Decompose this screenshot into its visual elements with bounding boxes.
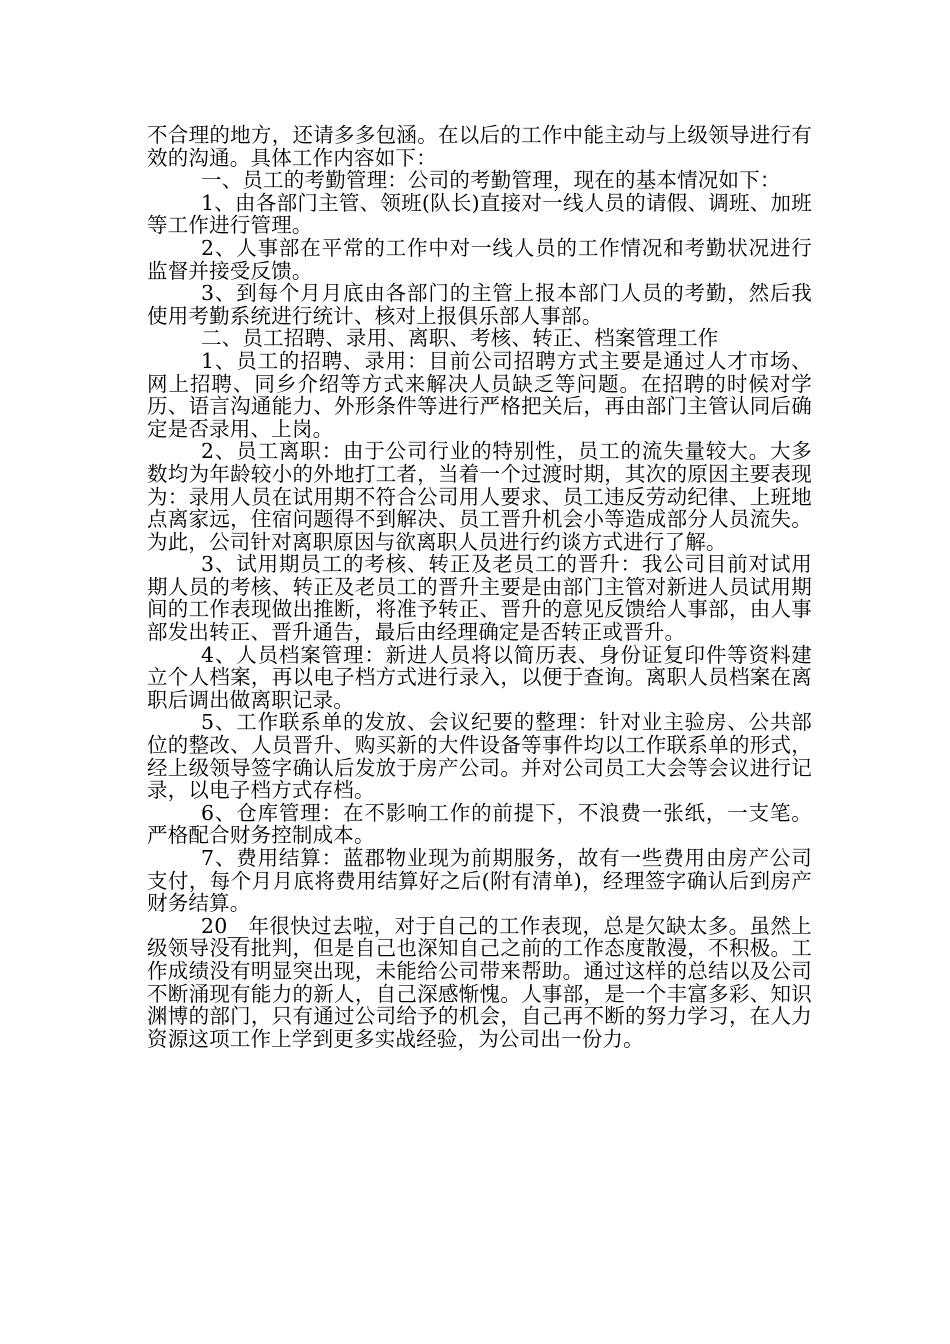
document-body xyxy=(147,124,812,1050)
section-heading-recruitment: 二、员工招聘、录用、离职、考核、转正、档案管理工作 xyxy=(201,326,719,351)
paragraph-warehouse: 6、仓库管理：在不影响工作的前提下，不浪费一张纸，一支笔。严格配合财务控制成本。 xyxy=(147,800,812,848)
paragraph-resignation: 2、员工离职：由于公司行业的特别性，员工的流失量较大。大多数均为年龄较小的外地打工者，当着一个过渡时期，其次的原因主要表现为：录用人员在试用期不符合公司用人要求、员工违反劳动纪律、上班地点离家远，住宿问题得不到解决、员工晋升机会小等造成部分人员流失。为此，公司针对离职原因与欲离职人员进行约谈方式进行了解。 xyxy=(147,439,812,554)
paragraph-recruitment: 1、员工的招聘、录用：目前公司招聘方式主要是通过人才市场、网上招聘、同乡介绍等方式来解决人员缺乏等问题。在招聘的时候对学历、语言沟通能力、外形条件等进行严格把关后，再由部门主管认同后确定是否录用、上岗。 xyxy=(147,348,812,441)
paragraph-expenses: 7、费用结算：蓝郡物业现为前期服务，故有一些费用由房产公司支付，每个月月底将费用结算好之后(附有清单)，经理签字确认后到房产财务结算。 xyxy=(147,846,812,916)
paragraph-contact-sheets: 5、工作联系单的发放、会议纪要的整理：针对业主验房、公共部位的整改、人员晋升、购买新的大件设备等事件均以工作联系单的形式，经上级领导签字确认后发放于房产公司。并对公司员工大会等会议进行记录，以电子档方式存档。 xyxy=(147,710,812,803)
paragraph-probation: 3、试用期员工的考核、转正及老员工的晋升：我公司目前对试用期人员的考核、转正及老员工的晋升主要是由部门主管对新进人员试用期间的工作表现做出推断，将准予转正、晋升的意见反馈给人事部，由人事部发出转正、晋升通告，最后由经理确定是否转正或晋升。 xyxy=(147,552,812,645)
section-heading-attendance: 一、员工的考勤管理：公司的考勤管理，现在的基本情况如下： xyxy=(201,168,781,193)
paragraph-attendance-2: 2、人事部在平常的工作中对一线人员的工作情况和考勤状况进行监督并接受反馈。 xyxy=(147,235,812,283)
paragraph-attendance-3: 3、到每个月月底由各部门的主管上报本部门人员的考勤，然后我使用考勤系统进行统计、核对上报俱乐部人事部。 xyxy=(147,281,812,328)
paragraph-archives: 4、人员档案管理：新进人员将以简历表、身份证复印件等资料建立个人档案，再以电子档方式进行录入，以便于查询。离职人员档案在离职后调出做离职记录。 xyxy=(147,642,812,712)
paragraph-continuation: 不合理的地方，还请多多包涵。在以后的工作中能主动与上级领导进行有效的沟通。具体工作内容如下： xyxy=(147,123,812,170)
paragraph-attendance-1: 1、由各部门主管、领班(队长)直接对一线人员的请假、调班、加班等工作进行管理。 xyxy=(147,190,812,238)
paragraph-summary: 20__年很快过去啦，对于自己的工作表现，总是欠缺太多。虽然上级领导没有批判，但是自己也深知自己之前的工作态度散漫，不积极。工作成绩没有明显突出现，未能给公司带来帮助。通过这样的总结以及公司不断涌现有能力的新人，自己深感惭愧。人事部，是一个丰富多彩、知识渊博的部门，只有通过公司给予的机会，自己再不断的努力学习，在人力资源这项工作上学到更多实战经验，为公司出一份力。 xyxy=(147,913,812,1051)
